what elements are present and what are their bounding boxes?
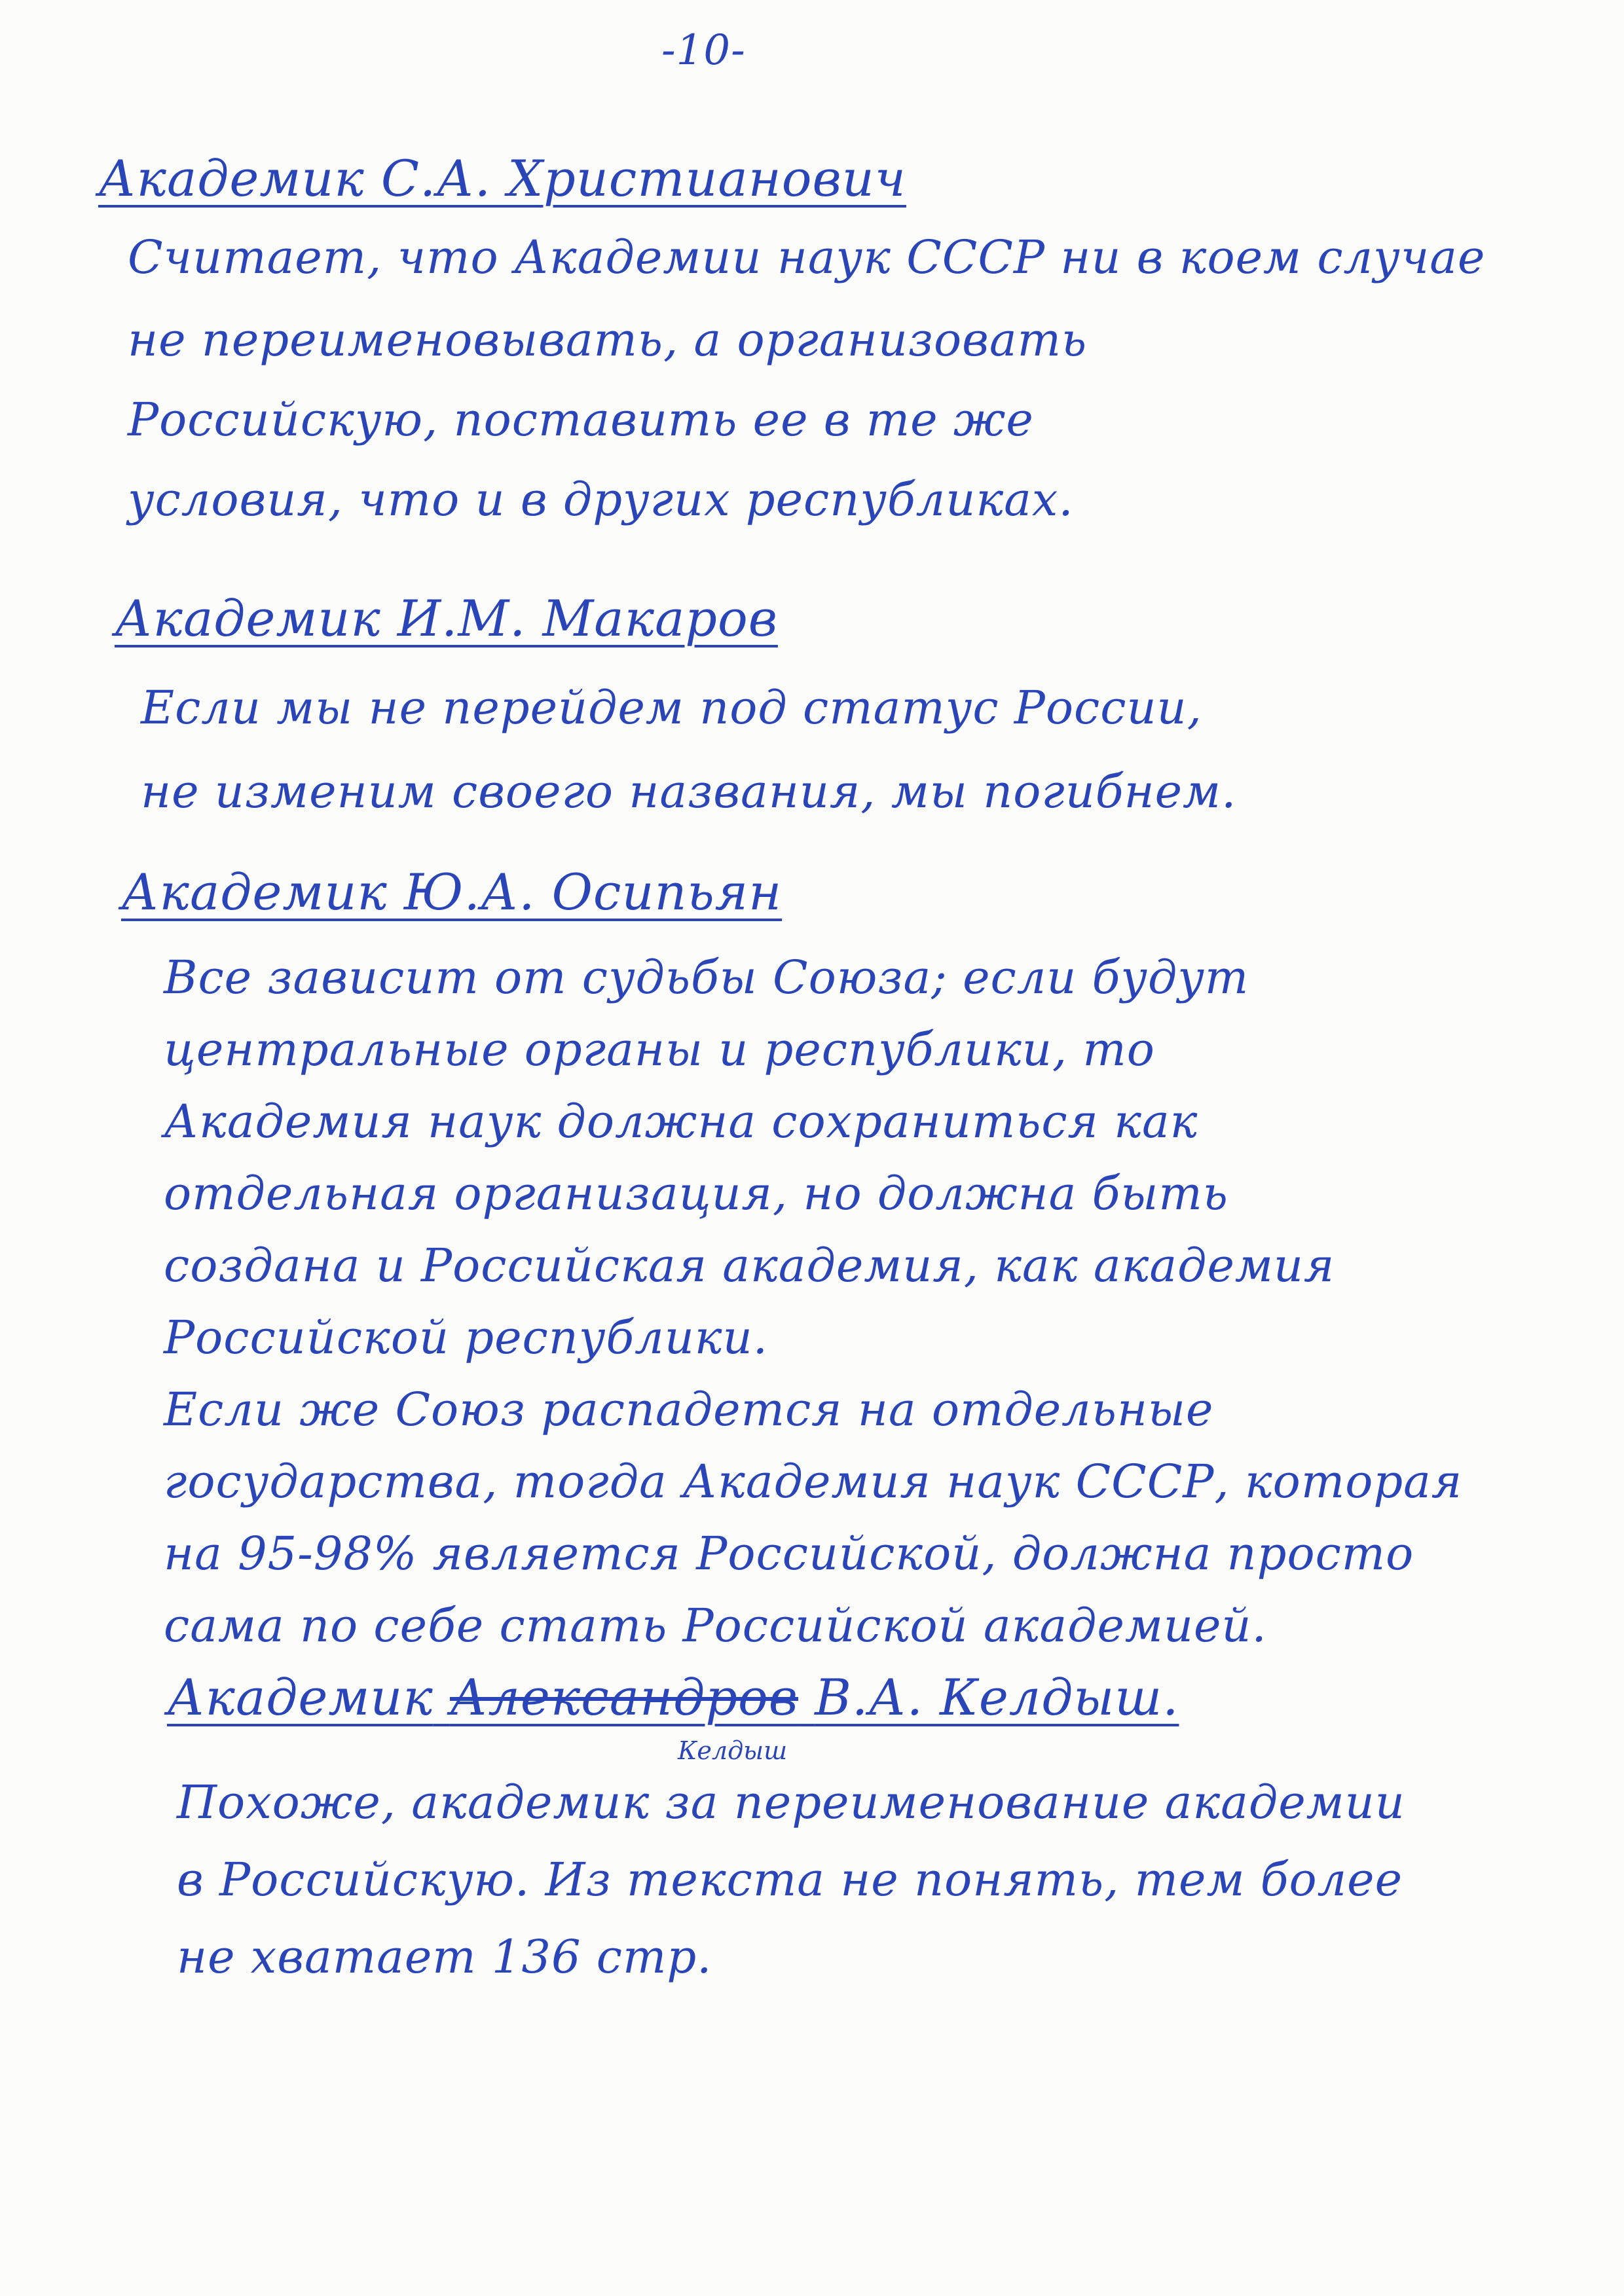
text-line: сама по себе стать Российской академией. (164, 1599, 1267, 1652)
text-line: создана и Российская академия, как академия (164, 1239, 1335, 1292)
text-line: отдельная организация, но должна быть (164, 1167, 1228, 1220)
section-heading-khristianovich: Академик С.А. Христианович (98, 149, 906, 208)
heading-suffix: В.А. Келдыш. (815, 1668, 1179, 1726)
text-line: Академия наук должна сохраниться как (164, 1095, 1198, 1148)
text-line: Российскую, поставить ее в те же (128, 393, 1034, 446)
text-line: Считает, что Академии наук СССР ни в коем случае (128, 230, 1486, 284)
struck-out-name: Александров (449, 1668, 798, 1726)
text-line: Если же Союз распадется на отдельные (164, 1383, 1214, 1436)
text-line: в Российскую. Из текста не понять, тем более (177, 1853, 1403, 1906)
text-line: на 95-98% является Российской, должна просто (164, 1527, 1414, 1580)
inserted-word: Келдыш (678, 1736, 788, 1765)
text-line: не хватает 136 стр. (177, 1930, 712, 1984)
text-line: не переименовывать, а организовать (128, 313, 1088, 367)
text-line: Российской республики. (164, 1311, 768, 1364)
heading-prefix: Академик (167, 1668, 434, 1726)
section-heading-makarov: Академик И.М. Макаров (115, 589, 778, 647)
text-line: условия, что и в других республиках. (128, 473, 1074, 526)
page-number: -10- (661, 26, 746, 75)
text-line: Все зависит от судьбы Союза; если будут (164, 951, 1249, 1004)
section-heading-keldysh (167, 1668, 1179, 1726)
text-line: Если мы не перейдем под статус России, (141, 681, 1202, 735)
text-line: государства, тогда Академия наук СССР, которая (164, 1455, 1463, 1508)
text-line: центральные органы и республики, то (164, 1023, 1155, 1076)
section-heading-osipyan: Академик Ю.А. Осипьян (121, 863, 783, 921)
text-line: Похоже, академик за переименование академии (177, 1776, 1405, 1829)
text-line: не изменим своего названия, мы погибнем. (141, 765, 1237, 818)
